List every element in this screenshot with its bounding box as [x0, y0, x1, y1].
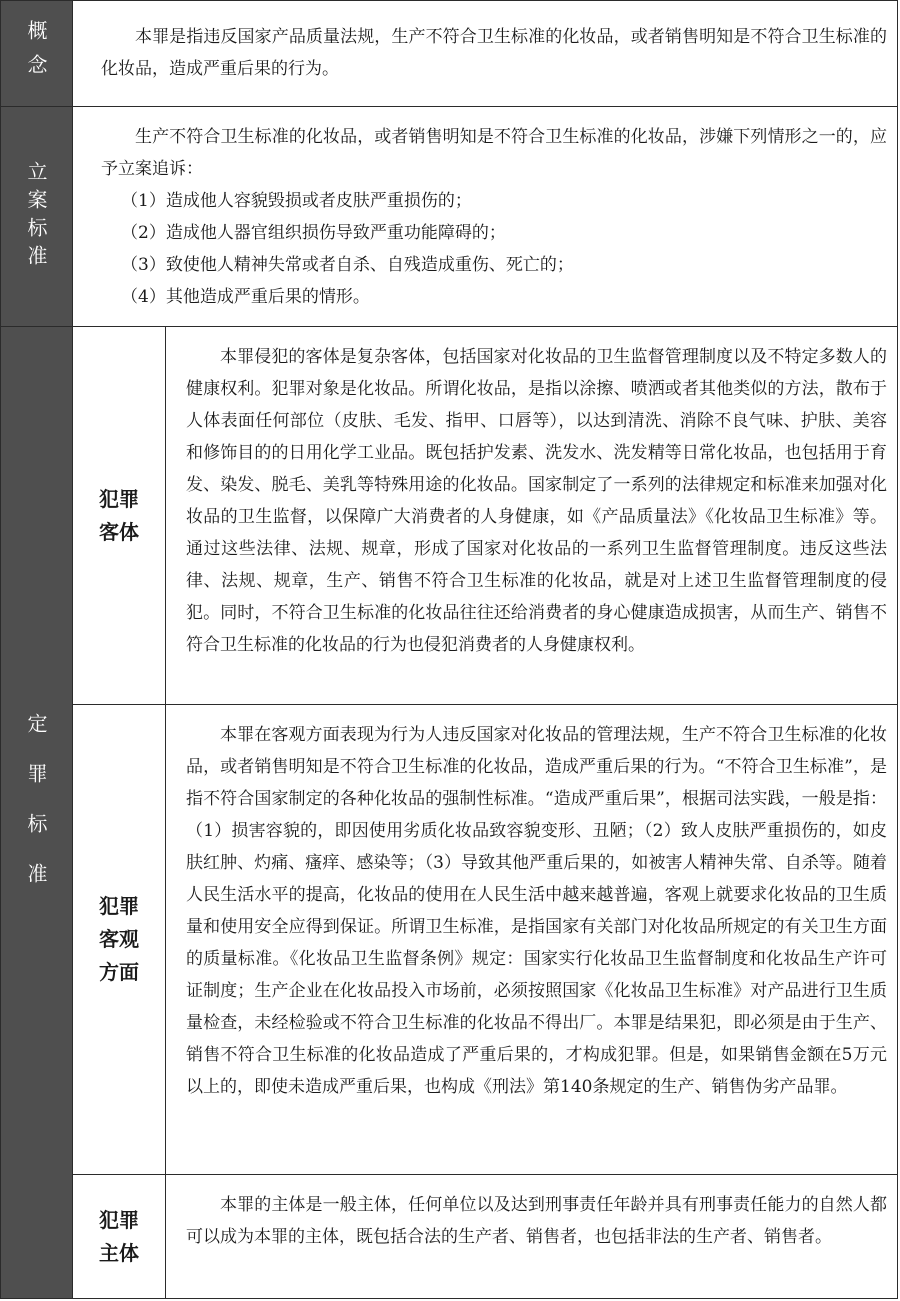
subject-section-content [166, 1175, 897, 1298]
concept-label-text: 概念 [24, 19, 48, 88]
object-section-label [73, 327, 166, 704]
subject-section [73, 1175, 897, 1298]
section-label-line: 客观 [99, 927, 139, 951]
concept-text: 本罪是指违反国家产品质量法规，生产不符合卫生标准的化妆品，或者销售明知是不符合卫生标准的化妆品，造成严重后果的行为。 [101, 27, 887, 79]
filing-label-text: 立案标准 [24, 160, 48, 273]
concept-row [1, 1, 897, 107]
filing-content [73, 107, 897, 326]
section-label-line: 方面 [99, 960, 139, 984]
object-section-text: 本罪侵犯的客体是复杂客体，包括国家对化妆品的卫生监督管理制度以及不特定多数人的健康权利。犯罪对象是化妆品。所谓化妆品，是指以涂擦、喷洒或者其他类似的方法，散布于人体表面任何部位（皮肤、毛发、指甲、口唇等），以达到清洗、消除不良气味、护肤、美容和修饰目的的日用化学工业品。既包括护发素、洗发水、洗发精等日常化妆品，也包括用于育发、染发、脱毛、美乳等特殊用途的化妆品。国家制定了一系列的法律规定和标准来加强对化妆品的卫生监督，以保障广大消费者的人身健康，如《产品质量法》《化妆品卫生标准》等。通过这些法律、法规、规章，形成了国家对化妆品的一系列卫生监督管理制度。违反这些法律、法规、规章，生产、销售不符合卫生标准的化妆品，就是对上述卫生监督管理制度的侵犯。同时，不符合卫生标准的化妆品往往还给消费者的身心健康造成损害，从而生产、销售不符合卫生标准的化妆品的行为也侵犯消费者的人身健康权利。 [186, 347, 887, 655]
objective-section-label [73, 705, 166, 1174]
filing-item: （1）造成他人容貌毁损或者皮肤严重损伤的； [121, 191, 472, 211]
section-label-line: 主体 [99, 1240, 139, 1265]
filing-intro: 生产不符合卫生标准的化妆品，或者销售明知是不符合卫生标准的化妆品，涉嫌下列情形之一的，应予立案追诉： [101, 127, 887, 179]
objective-section-content [166, 705, 897, 1174]
filing-item: （4）其他造成严重后果的情形。 [121, 287, 370, 307]
object-section-content [166, 327, 897, 704]
conviction-label-text: 定罪标准 [24, 712, 48, 913]
filing-item: （2）造成他人器官组织损伤导致严重功能障碍的； [121, 223, 506, 243]
section-label-line: 犯罪 [99, 486, 139, 511]
filing-label [1, 107, 73, 326]
section-label-line: 犯罪 [99, 894, 139, 918]
conviction-row [1, 327, 897, 1298]
conviction-label [1, 327, 73, 1298]
filing-row [1, 107, 897, 327]
concept-content [73, 1, 897, 106]
objective-section [73, 705, 897, 1175]
object-section [73, 327, 897, 705]
subject-section-label [73, 1175, 166, 1298]
concept-label [1, 1, 73, 106]
objective-section-text: 本罪在客观方面表现为行为人违反国家对化妆品的管理法规，生产不符合卫生标准的化妆品，或者销售明知是不符合卫生标准的化妆品，造成严重后果的行为。“不符合卫生标准”，是指不符合国家制定的各种化妆品的强制性标准。“造成严重后果”，根据司法实践，一般是指：（1）损害容貌的，即因使用劣质化妆品致容貌变形、丑陋；（2）致人皮肤严重损伤的，如皮肤红肿、灼痛、瘙痒、感染等；（3）导致其他严重后果的，如被害人精神失常、自杀等。随着人民生活水平的提高，化妆品的使用在人民生活中越来越普遍，客观上就要求化妆品的卫生质量和使用安全应得到保证。所谓卫生标准，是指国家有关部门对化妆品所规定的有关卫生方面的质量标准。《化妆品卫生监督条例》规定：国家实行化妆品卫生监督制度和化妆品生产许可证制度；生产企业在化妆品投入市场前，必须按照国家《化妆品卫生标准》对产品进行卫生质量检查，未经检验或不符合卫生标准的化妆品不得出厂。本罪是结果犯，即必须是由于生产、销售不符合卫生标准的化妆品造成了严重后果的，才构成犯罪。但是，如果销售金额在5万元以上的，即使未造成严重后果，也构成《刑法》第140条规定的生产、销售伪劣产品罪。 [186, 725, 887, 1097]
section-label-line: 客体 [99, 519, 139, 544]
subject-section-text: 本罪的主体是一般主体，任何单位以及达到刑事责任年龄并具有刑事责任能力的自然人都可以成为本罪的主体，既包括合法的生产者、销售者，也包括非法的生产者、销售者。 [186, 1195, 887, 1247]
filing-item: （3）致使他人精神失常或者自杀、自残造成重伤、死亡的； [121, 255, 574, 275]
section-label-line: 犯罪 [99, 1207, 139, 1232]
